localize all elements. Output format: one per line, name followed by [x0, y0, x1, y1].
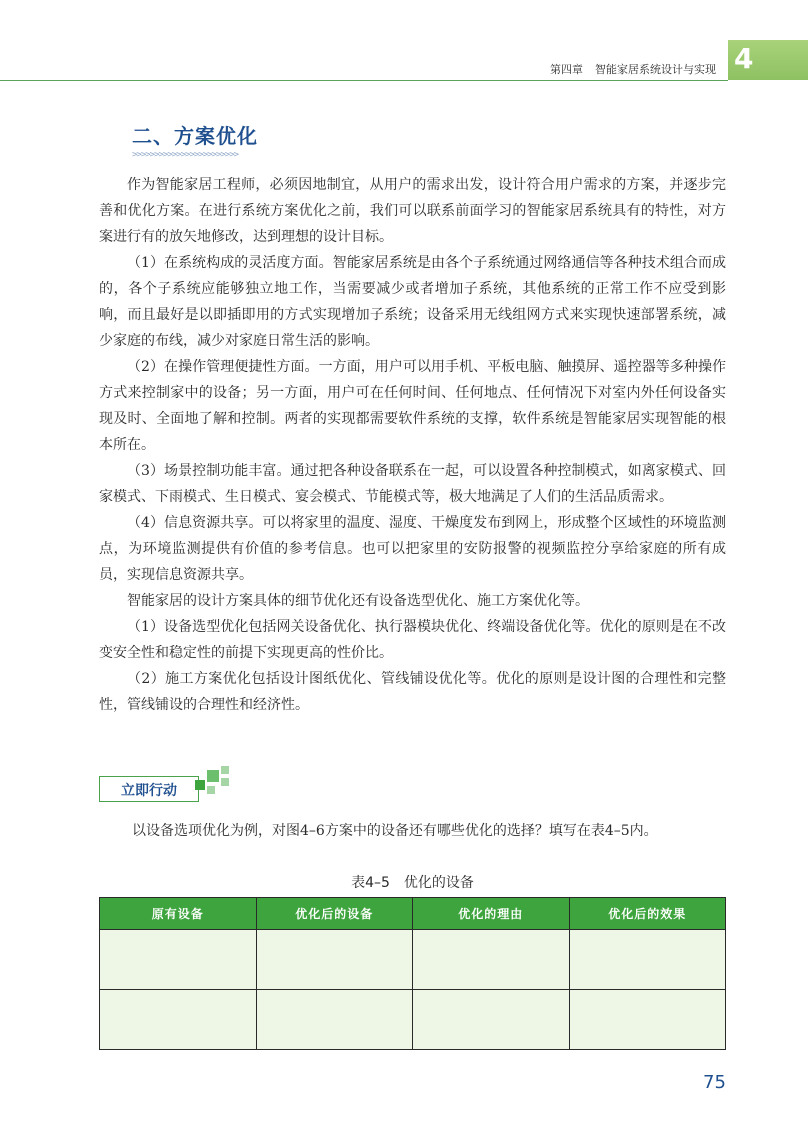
table-caption-title: 优化的设备: [403, 875, 474, 891]
task-instruction: 以设备选项优化为例，对图4–6方案中的设备还有哪些优化的选择？填写在表4–5内。: [132, 823, 658, 839]
title-decoration: >>>>>>>>>>>>>>>>>>>>>>>>: [132, 150, 239, 160]
table-row: [100, 930, 726, 990]
paragraph-convenience: （2）在操作管理便捷性方面。一方面，用户可以用手机、平板电脑、触摸屏、遥控器等多种操作方式来控制家中的设备；另一方面，用户可在任何时间、任何地点、任何情况下对室内外任何设备实现及时、全面地了解和控制。两者的实现都需要软件系统的支撑，软件系统是智能家居实现智能的根本所在。: [99, 359, 726, 453]
chapter-tab: [728, 40, 808, 80]
running-head-chapter: 第四章: [550, 63, 583, 76]
body-text: [99, 172, 726, 718]
action-label-box: [99, 776, 199, 802]
table-caption: [99, 872, 726, 892]
table-header-row: [100, 898, 726, 930]
running-head: [550, 61, 716, 77]
paragraph-resource-sharing: （4）信息资源共享。可以将家里的温度、湿度、干燥度发布到网上，形成整个区域性的环境监测点，为环境监测提供有价值的参考信息。也可以把家里的安防报警的视频监控分享给家庭的所有成员，实现信息资源共享。: [99, 515, 726, 583]
paragraph-construction-plan: （2）施工方案优化包括设计图纸优化、管线铺设优化等。优化的原则是设计图的合理性和完整性，管线铺设的合理性和经济性。: [99, 671, 726, 713]
deco-square-2: [207, 770, 219, 782]
deco-square-5: [207, 786, 215, 794]
table-row: [100, 990, 726, 1050]
paragraph-intro: 作为智能家居工程师，必须因地制宜，从用户的需求出发，设计符合用户需求的方案，并逐步完善和优化方案。在进行系统方案优化之前，我们可以联系前面学习的智能家居系统具有的特性，对方案进行有的放矢地修改，达到理想的设计目标。: [99, 177, 726, 245]
header-optimization-reason: 优化的理由: [413, 898, 570, 930]
running-head-title: 智能家居系统设计与实现: [595, 63, 716, 76]
optimization-table: [99, 897, 726, 1050]
action-label: 立即行动: [121, 783, 177, 799]
table-cell[interactable]: [569, 990, 726, 1050]
deco-square-1: [195, 780, 205, 790]
page-number: 75: [703, 1072, 726, 1093]
header-rule: [0, 80, 728, 81]
table-cell[interactable]: [413, 930, 570, 990]
table-cell[interactable]: [256, 990, 413, 1050]
table-cell[interactable]: [413, 990, 570, 1050]
deco-square-3: [221, 766, 229, 774]
header-optimized-device: 优化后的设备: [256, 898, 413, 930]
header-optimization-effect: 优化后的效果: [569, 898, 726, 930]
paragraph-flexibility: （1）在系统构成的灵活度方面。智能家居系统是由各个子系统通过网络通信等各种技术组合而成的，各个子系统应能够独立地工作，当需要减少或者增加子系统，其他系统的正常工作不应受到影响，而且最好是以即插即用的方式实现增加子系统；设备采用无线组网方式来实现快速部署系统，减少家庭的布线，减少对家庭日常生活的影响。: [99, 255, 726, 349]
section-title: 二、方案优化: [132, 124, 258, 148]
deco-square-4: [221, 778, 229, 786]
paragraph-detail-optimization: 智能家居的设计方案具体的细节优化还有设备选型优化、施工方案优化等。: [127, 593, 589, 609]
chapter-number: 4: [734, 42, 754, 75]
table-cell[interactable]: [569, 930, 726, 990]
paragraph-device-selection: （1）设备选型优化包括网关设备优化、执行器模块优化、终端设备优化等。优化的原则是在不改变安全性和稳定性的前提下实现更高的性价比。: [99, 619, 726, 661]
paragraph-scene-control: （3）场景控制功能丰富。通过把各种设备联系在一起，可以设置各种控制模式，如离家模式、回家模式、下雨模式、生日模式、宴会模式、节能模式等，极大地满足了人们的生活品质需求。: [99, 463, 726, 505]
table-cell[interactable]: [256, 930, 413, 990]
table-cell[interactable]: [100, 930, 257, 990]
table-caption-number: 表4–5: [351, 875, 390, 891]
header-original-device: 原有设备: [100, 898, 257, 930]
table-cell[interactable]: [100, 990, 257, 1050]
